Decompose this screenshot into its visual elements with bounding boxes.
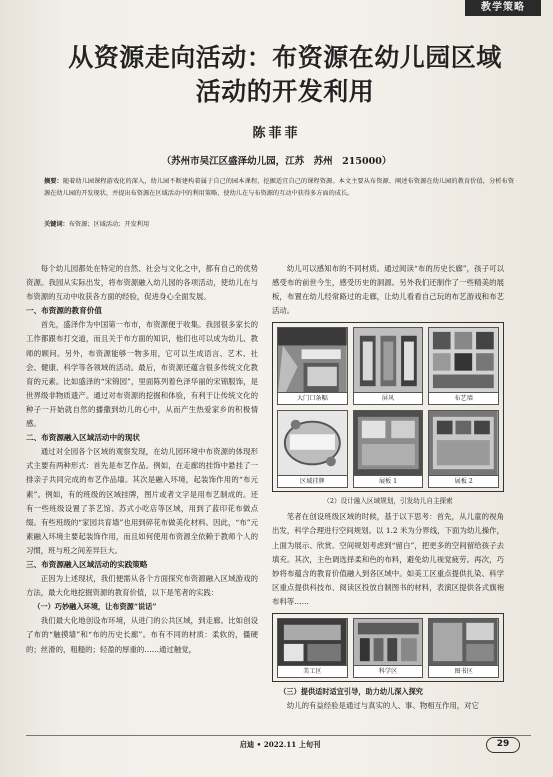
heading-2: 二、布资源融入区域活动中的现状: [26, 433, 140, 443]
author-name: 陈菲菲: [252, 126, 301, 141]
article-title-line1: 从资源走向活动：布资源在幼儿园区域: [68, 43, 502, 72]
photo-image: [277, 327, 348, 393]
photo-image: [428, 410, 499, 476]
figure-1: [272, 322, 504, 492]
photo-cloth-wall: [428, 327, 499, 405]
photo-label: 图书区: [428, 666, 499, 678]
photo-label: 展板 2: [428, 476, 499, 488]
footer-rule: [26, 735, 531, 736]
subheading-3: （三）提供适时适宜引导，助力幼儿深入探究: [279, 687, 423, 697]
left-column: [26, 262, 258, 657]
photo-image: [353, 327, 424, 393]
paragraph-3: 正因为上述现状，我们便需从各个方面探究布资源融入区域游戏的方法，最大化地挖掘资源的教育价值，以下是笔者的实践：: [26, 574, 258, 598]
photo-label: 科学区: [353, 666, 424, 678]
paragraph-continued: 幼儿可以感知布的不同材质。通过阅读“布的历史长廊”，孩子可以感受布的前世今生，感受历史的洞源。另外我们还制作了一些精美的展板，布置在幼儿经常路过的走廊，让幼儿看看自己玩的布艺游戏和布艺活动。: [272, 264, 504, 316]
right-column: [272, 262, 504, 713]
intro-paragraph: 每个幼儿园都处在特定的自然、社会与文化之中，都有自己的优势资源。我园从实际出发，将布资源融入幼儿园的各项活动，使幼儿在与布资源的互动中收获各方面的经验，促进身心全面发展。: [26, 264, 258, 302]
subheading-1: （一）巧妙融入环境，让布资源“说话”: [33, 602, 157, 612]
footer-journal: 启迪 • 2022.11 上旬刊: [239, 740, 321, 749]
photo-image: [428, 327, 499, 393]
photo-display-board-2: [428, 410, 499, 488]
heading-1: 一、布资源的教育价值: [26, 306, 102, 316]
photo-library-area: [428, 618, 499, 678]
paragraph-1: 首先，盛泽作为中国第一布市，布资源便于收集。我园很多家长的工作都跟布打交道，而且关于布方面的知识，他们也可以成为幼儿、教师的顾问。另外，布资源能够一物多用，它可以生成语言、艺术、社会、健康、科学等各领域的活动。最后，布资源还蕴含很多传统文化教育的元素。比如盛泽的“宋锦园”，里面陈列着色泽华丽的宋锦服饰，是世界级非物质遗产。通过对布资源的挖掘和体验，有利于让传统文化的种子一开始就自然的播撒到幼儿的心中，从而产生热爱家乡的积极情感。: [26, 320, 258, 429]
paragraph-2: 通过对全园各个区域的观察发现，在幼儿园环境中布资源的体现形式主要有两种形式：首先是布艺作品。例如，在走廊的挂饰中悬挂了一排亲子共同完成的布艺作品墙。其次是融入环境，起装饰作用的“布元素”。例如，有的班级的区域挂牌，图片或者文字是用布艺制成的。还有一些班级设置了茶艺馆、苏式小吃店等区域，用到了蓝印花布做点缀。有些班级的“家园共育墙”也用到碎花布做美化材料。因此，“布”元素融入环境主要起装饰作用，而且如何使用布资源全依赖于教师个人的习惯，班与班之间差异巨大。: [26, 447, 258, 555]
paragraph-end: 幼儿的有益经验是通过与真实的人、事、物相互作用，对它: [286, 701, 479, 711]
photo-image: [353, 618, 424, 666]
photo-label: 屏风: [353, 393, 424, 405]
photo-art-area: [277, 618, 348, 678]
figure-1-caption: （2）设计融入区域规划，引发幼儿自主探索: [323, 497, 453, 506]
author-affiliation: （苏州市吴江区盛泽幼儿园，江苏 苏州 215000）: [161, 156, 392, 167]
photo-display-board-1: [353, 410, 424, 488]
abstract-label: 摘要：: [44, 178, 63, 185]
photo-image: [277, 410, 348, 476]
paragraph-middle: 笔者在创设班级区域的时候，基于以下思考：首先，从儿童的视角出发，科学合理进行空间规划。以 1.2 米为分界线，下面为幼儿操作，上面为展示、欣赏。空间规划考虑到“留白”，把更多的空间留给孩子去填充。其次，主色调选择柔和色的布料，避免幼儿视觉疲劳。再次，巧妙将布蕴含的教育价值融入到各区域中。如美工区重点提供扎染、科学区重点提供科技布、阅读区投放自制图书的材料，表演区提供各式旗袍布料等……: [272, 512, 504, 606]
heading-3: 三、布资源融入区域活动的实践策略: [26, 559, 148, 569]
photo-image: [277, 618, 348, 666]
photo-label: 大门口条幅: [277, 393, 348, 405]
keywords-label: 关键词：: [44, 221, 69, 228]
photo-area-sign: [277, 410, 348, 488]
photo-science-area: [353, 618, 424, 678]
photo-label: 布艺墙: [428, 393, 499, 405]
abstract-text: 随着幼儿园课程游戏化的深入，幼儿园不断建构着属于自己的园本课程，挖掘适宜自己的课程资源。本文主要从布资源、阐述布资源在幼儿园的教育价值，分析布资源在幼儿园的开发现状，并提出布资源在区域活动中的利用策略，使幼儿在与布资源的互动中获得多方面的成长。: [44, 178, 515, 197]
photo-label: 展板 1: [353, 476, 424, 488]
keywords: [44, 219, 514, 228]
abstract: [44, 176, 514, 200]
photo-label: 区域挂牌: [277, 476, 348, 488]
photo-label: 美工区: [277, 666, 348, 678]
article-title-line2: 活动的开发利用: [195, 77, 375, 106]
keywords-text: 布资源；区域活动；开发利用: [68, 221, 150, 228]
paragraph-4: 我们最大化地创设布环境，从进门的公共区域，到走廊。比如创设了布的“触摸墙”和“布的历史长廊”。布有不同的材质：柔软的，僵硬的；丝滑的，粗糙的；轻盈的厚重的……通过触觉，: [26, 616, 258, 654]
photo-image: [353, 410, 424, 476]
photo-screen: [353, 327, 424, 405]
photo-image: [428, 618, 499, 666]
page-number: 29: [486, 737, 520, 753]
photo-entrance-banner: [277, 327, 348, 405]
section-tag: 教学策略: [465, 0, 541, 16]
figure-2: [272, 613, 504, 682]
